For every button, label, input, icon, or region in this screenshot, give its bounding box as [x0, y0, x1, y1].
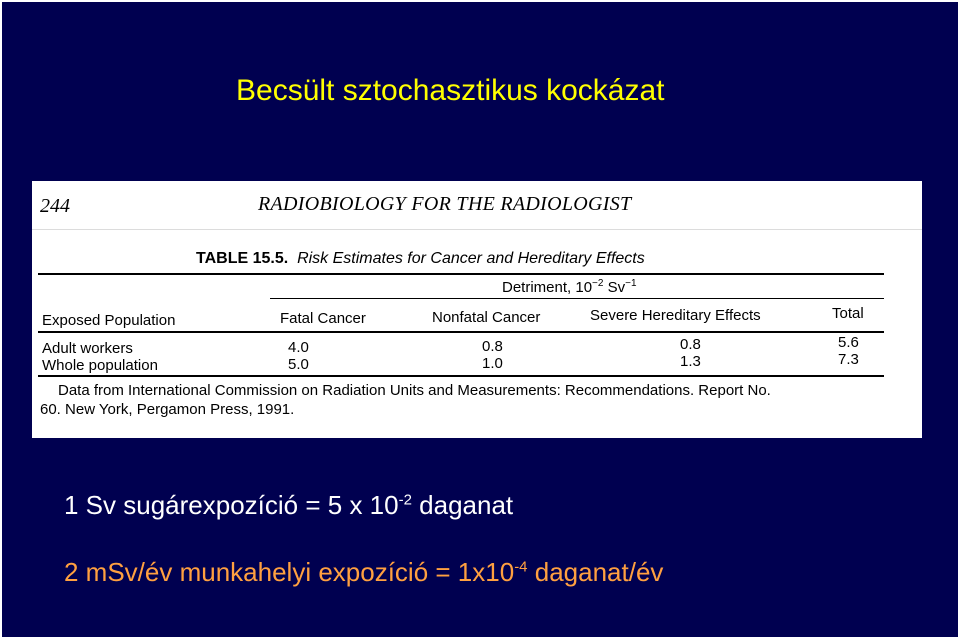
- column-header-fatal: Fatal Cancer: [280, 310, 366, 327]
- slide-title: Becsült sztochasztikus kockázat: [236, 74, 665, 107]
- statement-line-1: 1 Sv sugárexpozíció = 5 x $10^{-2}$ daganat: [64, 490, 514, 520]
- table-top-rule: [38, 273, 884, 275]
- row-fatal: 5.0: [288, 356, 309, 373]
- column-header-nonfatal: Nonfatal Cancer: [432, 309, 541, 326]
- page-number: 244: [40, 195, 70, 217]
- row-total: 5.6: [838, 334, 859, 351]
- row-fatal: 4.0: [288, 339, 309, 356]
- column-header-rule: [38, 331, 884, 333]
- table-note-line-2: 60. New York, Pergamon Press, 1991.: [40, 401, 295, 418]
- row-nonfatal: 0.8: [482, 338, 503, 355]
- table-label: TABLE 15.5.: [196, 250, 289, 267]
- column-header-total: Total: [832, 305, 864, 322]
- column-header-hereditary: Severe Hereditary Effects: [590, 307, 761, 324]
- column-header-population: Exposed Population: [42, 312, 176, 329]
- group-header: Detriment, $10^{-2}$ $Sv^{-1}$: [502, 278, 637, 296]
- table-caption: [196, 250, 645, 268]
- row-hereditary: 1.3: [680, 353, 701, 370]
- page-header: [32, 181, 922, 230]
- row-population: Adult workers: [42, 340, 133, 357]
- book-title: RADIOBIOLOGY FOR THE RADIOLOGIST: [258, 193, 632, 215]
- table-title: Risk Estimates for Cancer and Hereditary Effects: [297, 250, 645, 267]
- row-population: Whole population: [42, 357, 158, 374]
- scanned-book-page: [32, 181, 922, 438]
- row-total: 7.3: [838, 351, 859, 368]
- row-hereditary: 0.8: [680, 336, 701, 353]
- statement-line-2: 2 mSv/év munkahelyi expozíció = $1x10^{-4}$ daganat/év: [64, 557, 664, 587]
- table-bottom-rule: [38, 375, 884, 377]
- table-note-line-1: Data from International Commission on Radiation Units and Measurements: Recommendations. Report No.: [58, 382, 771, 399]
- group-header-rule: [270, 298, 884, 299]
- row-nonfatal: 1.0: [482, 355, 503, 372]
